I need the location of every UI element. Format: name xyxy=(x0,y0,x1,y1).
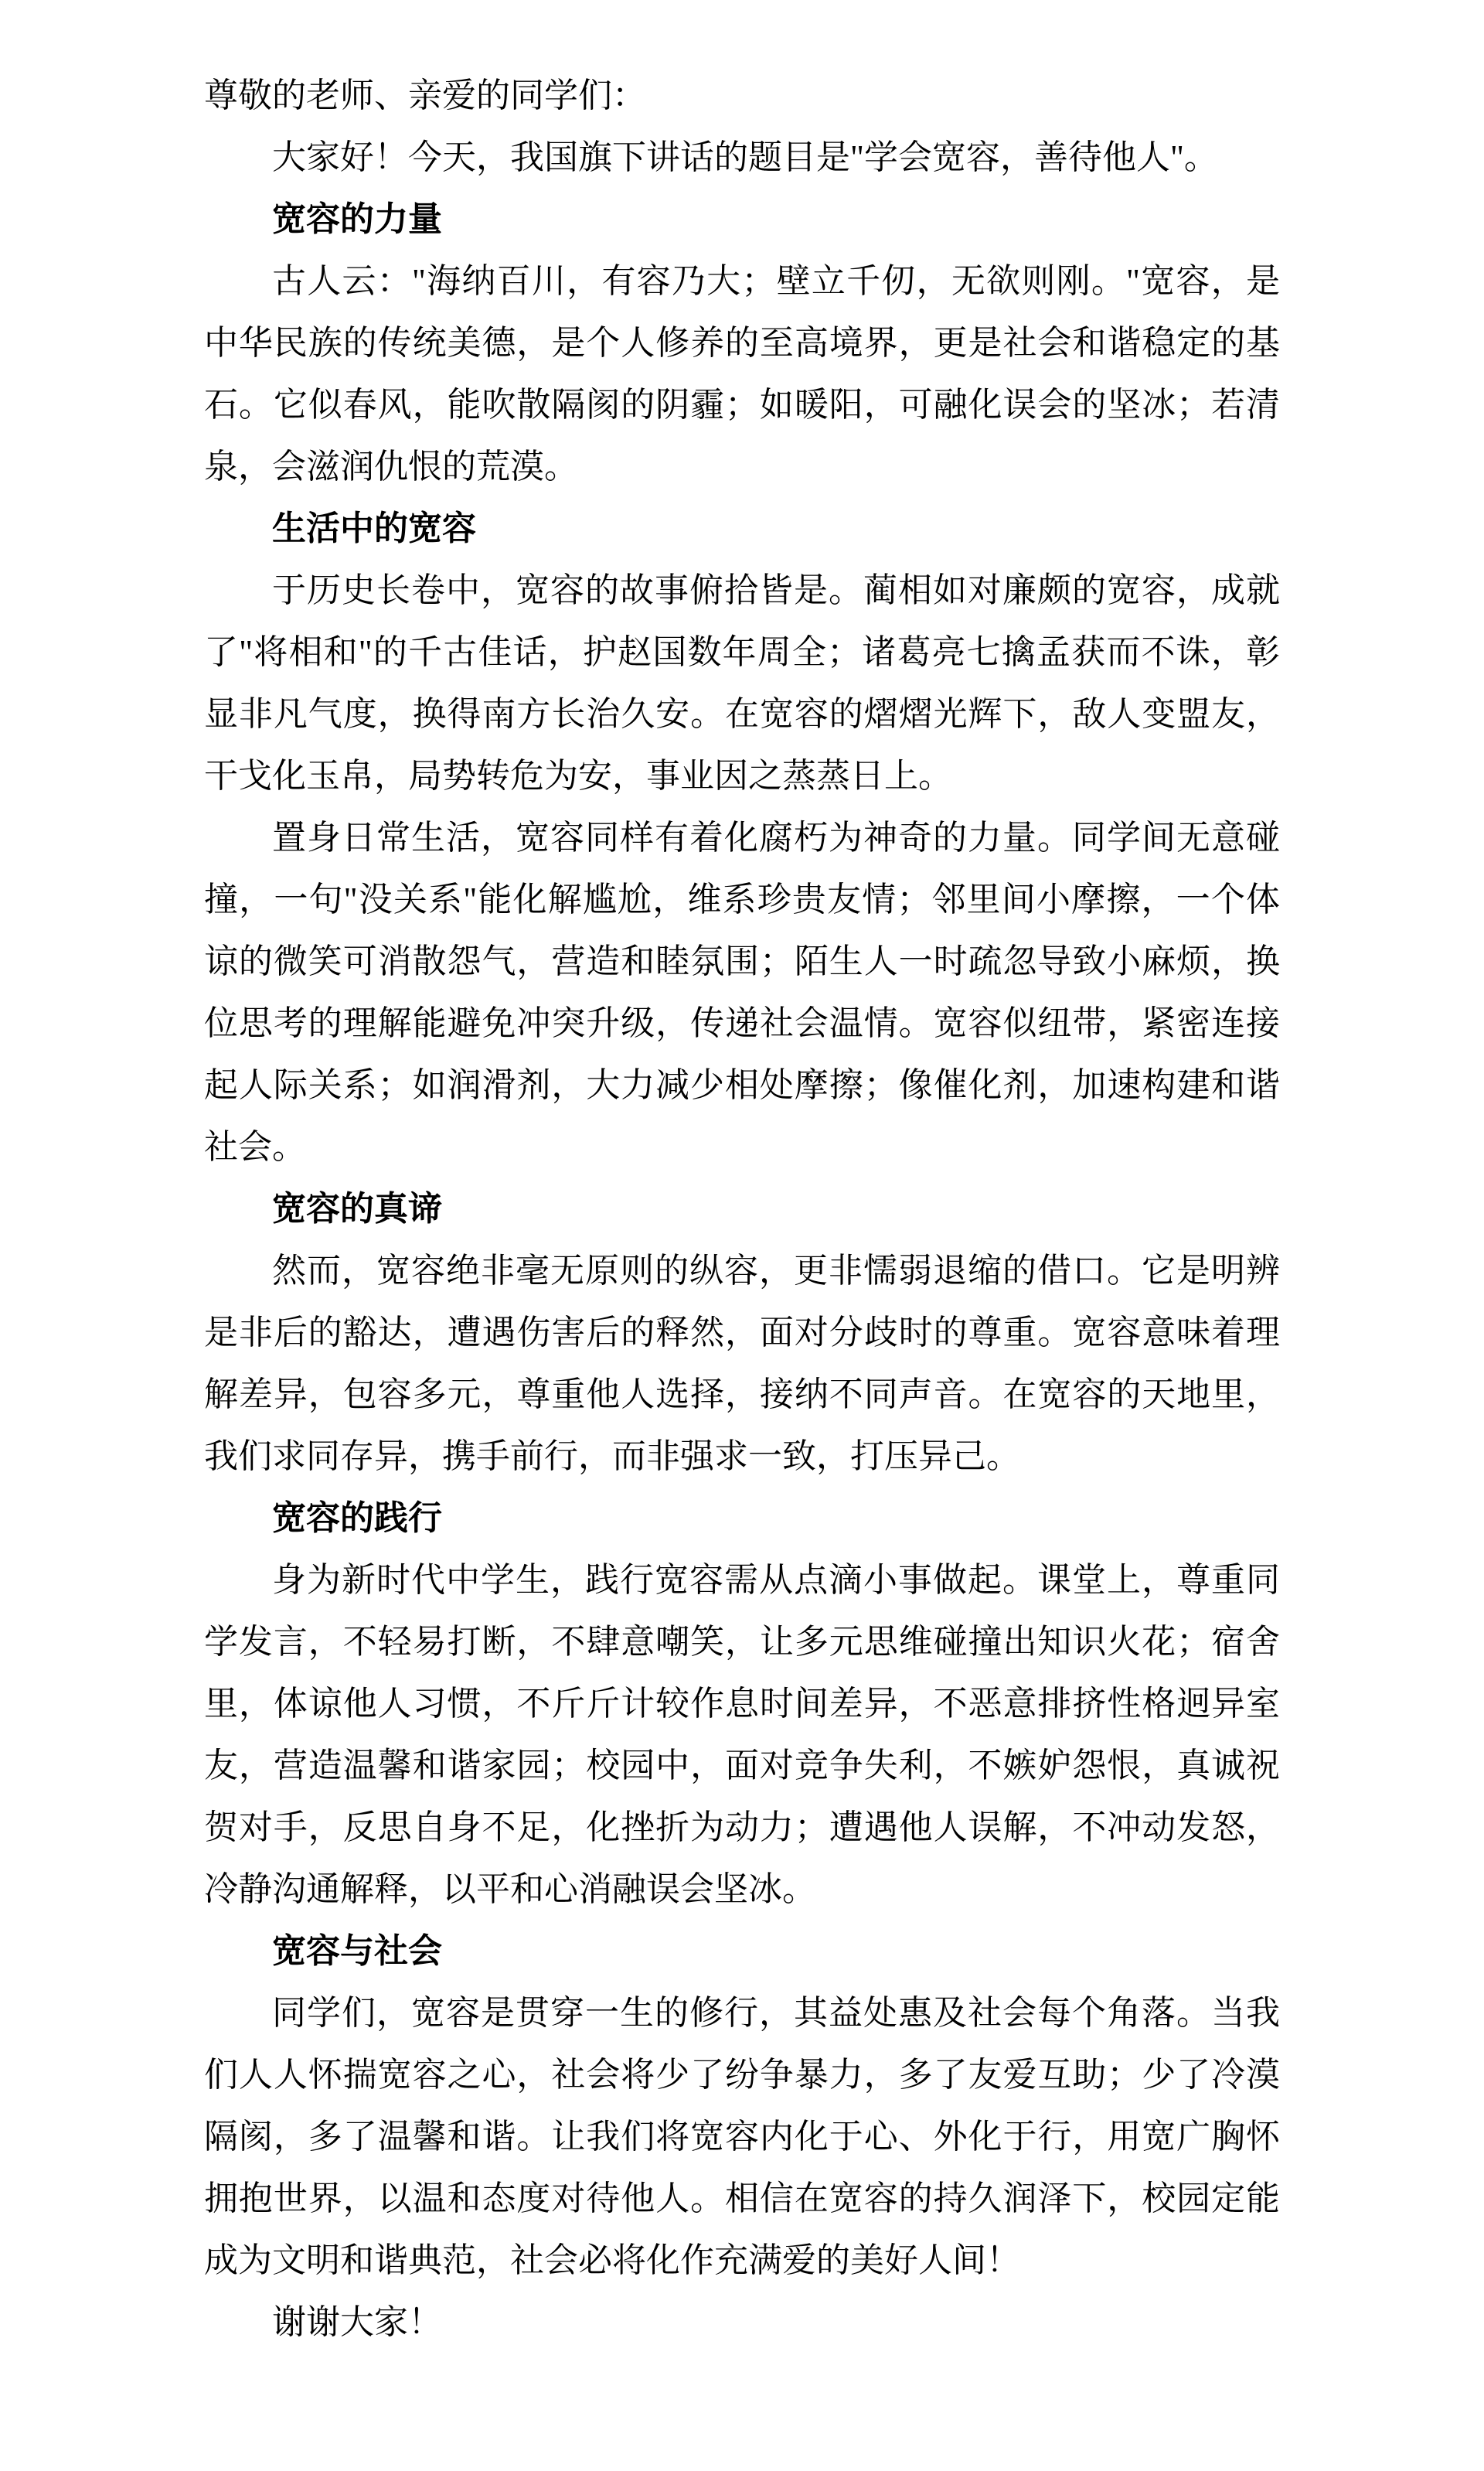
closing-line: 谢谢大家！ xyxy=(272,2303,442,2341)
section-heading-tolerance-in-life: 生活中的宽容 xyxy=(272,510,476,547)
opening-paragraph: 大家好！今天，我国旗下讲话的题目是"学会宽容，善待他人"。 xyxy=(272,138,1218,176)
section-heading-practicing-tolerance: 宽容的践行 xyxy=(272,1499,442,1537)
section-heading-essence-of-tolerance: 宽容的真谛 xyxy=(272,1190,442,1228)
section-heading-power-of-tolerance: 宽容的力量 xyxy=(272,200,442,238)
paragraph-tolerance-in-history: 于历史长卷中，宽容的故事俯拾皆是。蔺相如对廉颇的宽容，成就了"将相和"的千古佳话，护赵国数年周全；诸葛亮七擒孟获而不诛，彰显非凡气度，换得南方长治久安。在宽容的熠熠光辉下，敌人变盟友，干戈化玉帛，局势转危为安，事业因之蒸蒸日上。 xyxy=(204,571,1280,795)
paragraph-tolerance-and-society: 同学们，宽容是贯穿一生的修行，其益处惠及社会每个角落。当我们人人怀揣宽容之心，社会将少了纷争暴力，多了友爱互助；少了冷漠隔阂，多了温馨和谐。让我们将宽容内化于心、外化于行，用宽广胸怀拥抱世界，以温和态度对待他人。相信在宽容的持久润泽下，校园定能成为文明和谐典范，社会必将化作充满爱的美好人间！ xyxy=(204,1994,1280,2279)
paragraph-practicing-tolerance: 身为新时代中学生，践行宽容需从点滴小事做起。课堂上，尊重同学发言，不轻易打断，不肆意嘲笑，让多元思维碰撞出知识火花；宿舍里，体谅他人习惯，不斤斤计较作息时间差异，不恶意排挤性格迥异室友，营造温馨和谐家园；校园中，面对竞争失利，不嫉妒怨恨，真诚祝贺对手，反思自身不足，化挫折为动力；遭遇他人误解，不冲动发怒，冷静沟通解释，以平和心消融误会坚冰。 xyxy=(204,1561,1280,1908)
paragraph-power-of-tolerance: 古人云："海纳百川，有容乃大；壁立千仞，无欲则刚。"宽容，是中华民族的传统美德，是个人修养的至高境界，更是社会和谐稳定的基石。它似春风，能吹散隔阂的阴霾；如暖阳，可融化误会的坚冰；若清泉，会滋润仇恨的荒漠。 xyxy=(204,262,1280,486)
paragraph-tolerance-in-daily-life: 置身日常生活，宽容同样有着化腐朽为神奇的力量。同学间无意碰撞，一句"没关系"能化解尴尬，维系珍贵友情；邻里间小摩擦，一个体谅的微笑可消散怨气，营造和睦氛围；陌生人一时疏忽导致小麻烦，换位思考的理解能避免冲突升级，传递社会温情。宽容似纽带，紧密连接起人际关系；如润滑剂，大力减少相处摩擦；像催化剂，加速构建和谐社会。 xyxy=(204,819,1280,1166)
section-heading-tolerance-and-society: 宽容与社会 xyxy=(272,1932,442,1970)
paragraph-essence-of-tolerance: 然而，宽容绝非毫无原则的纵容，更非懦弱退缩的借口。它是明辨是非后的豁达，遭遇伤害后的释然，面对分歧时的尊重。宽容意味着理解差异，包容多元，尊重他人选择，接纳不同声音。在宽容的天地里，我们求同存异，携手前行，而非强求一致，打压异己。 xyxy=(204,1252,1280,1475)
salutation-line: 尊敬的老师、亲爱的同学们： xyxy=(204,77,646,114)
